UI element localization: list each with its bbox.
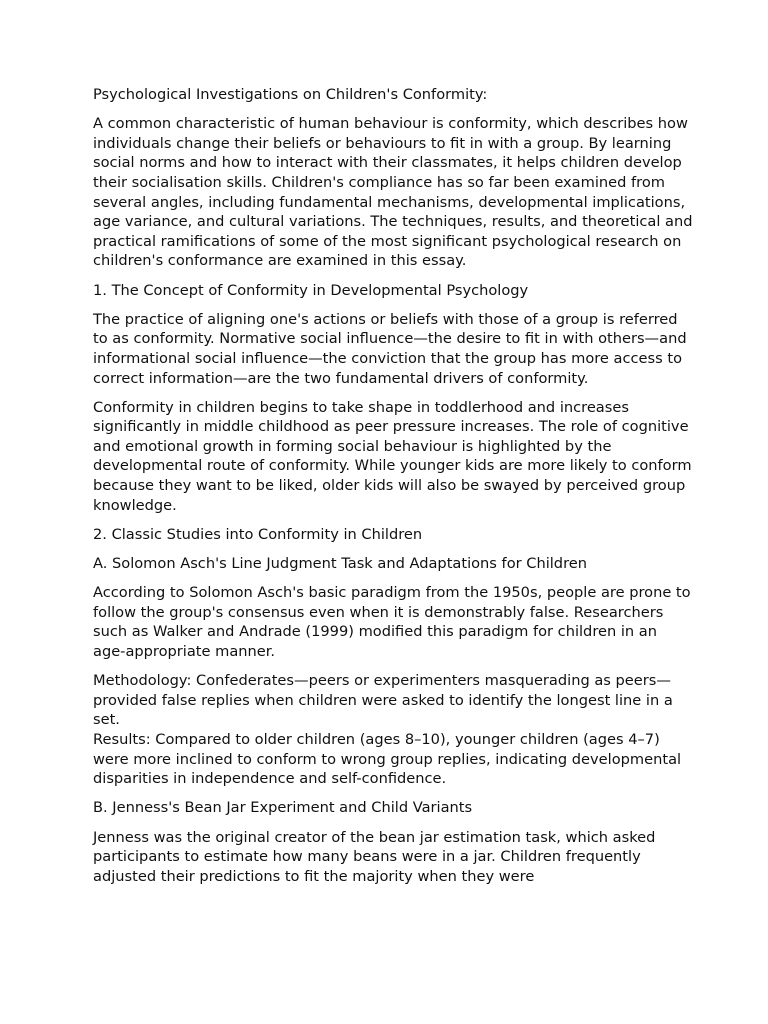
paragraph: According to Solomon Asch's basic paradigm from the 1950s, people are prone to follow the group's consensus even when it is demonstrably false. Researchers such as Walker and Andrade (1999) modified this paradigm for children in an age-appropriate manner. xyxy=(93,584,691,660)
results-paragraph: Results: Compared to older children (ages 8–10), younger children (ages 4–7) were more inclined to conform to wrong group replies, indicating developmental disparities in independence and self-confidence. xyxy=(93,730,682,788)
subsection-heading-b: B. Jenness's Bean Jar Experiment and Child Variants xyxy=(93,799,473,817)
section-heading-1: 1. The Concept of Conformity in Developmental Psychology xyxy=(93,281,529,299)
paragraph: The practice of aligning one's actions or beliefs with those of a group is referred to as conformity. Normative social influence—the desire to fit in with others—and informational social influence—the conviction that the group has more access to correct information—are the two fundamental drivers of conformity. xyxy=(93,310,687,387)
methodology-paragraph: Methodology: Confederates—peers or experimenters masquerading as peers—provided false replies when children were asked to identify the longest line in a set. xyxy=(93,672,673,729)
document-body xyxy=(93,85,693,896)
document-title: Psychological Investigations on Children's Conformity: xyxy=(93,86,488,103)
paragraph: Jenness was the original creator of the bean jar estimation task, which asked participants to estimate how many beans were in a jar. Children frequently adjusted their predictions to fit the majority when they were xyxy=(93,828,656,885)
paragraph: Conformity in children begins to take shape in toddlerhood and increases significantly in middle childhood as peer pressure increases. The role of cognitive and emotional growth in forming social behaviour is highlighted by the developmental route of conformity. While younger kids are more likely to conform because they want to be liked, older kids will also be swayed by perceived group knowledge. xyxy=(93,398,692,514)
intro-paragraph: A common characteristic of human behaviour is conformity, which describes how individuals change their beliefs or behaviours to fit in with a group. By learning social norms and how to interact with their classmates, it helps children develop their socialisation skills. Children's compliance has so far been examined from several angles, including fundamental mechanisms, developmental implications, age variance, and cultural variations. The techniques, results, and theoretical and practical ramifications of some of the most significant psychological research on children's conformance are examined in this essay. xyxy=(93,115,693,270)
subsection-heading-a: A. Solomon Asch's Line Judgment Task and Adaptations for Children xyxy=(93,555,587,573)
section-heading-2: 2. Classic Studies into Conformity in Children xyxy=(93,525,423,543)
